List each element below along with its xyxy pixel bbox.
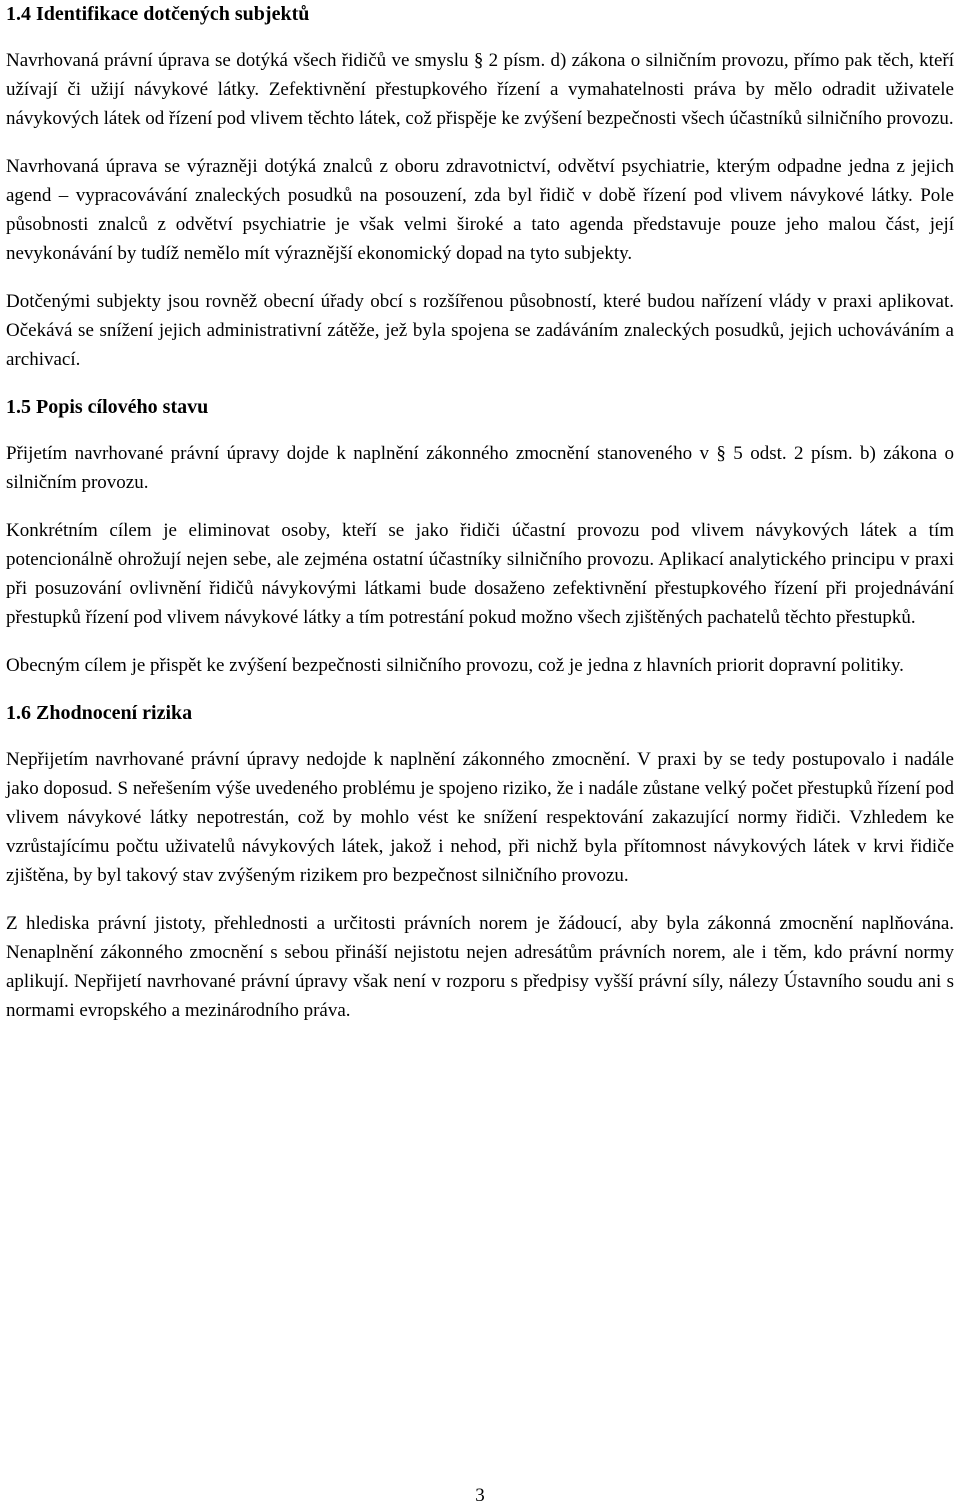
paragraph: Přijetím navrhované právní úpravy dojde k naplnění zákonného zmocnění stanoveného v § 5 odst. 2 písm. b) zákona o silničním provozu. — [6, 443, 954, 493]
page-number: 3 — [475, 1485, 485, 1506]
section-heading-zhodnoceni-rizika: 1.6 Zhodnocení rizika — [6, 702, 193, 724]
paragraph: Konkrétním cílem je eliminovat osoby, kteří se jako řidiči účastní provozu pod vlivem návykových látek a tím potencionálně ohrožují nejen sebe, ale zejména ostatní účastníky silničního provozu. Aplikací analytického principu v praxi při posuzování ovlivnění řidičů návykovými látkami bude dosaženo zefektivnění přestupkového řízení při projednávání přestupků řízení pod vlivem návykové látky a tím potrestání pokud možno všech zjištěných pachatelů těchto přestupků. — [6, 520, 954, 628]
paragraph: Navrhovaná právní úprava se dotýká všech řidičů ve smyslu § 2 písm. d) zákona o silničním provozu, přímo pak těch, kteří užívají či užijí návykové látky. Zefektivnění přestupkového řízení a vymahatelnosti práva by mělo odradit uživatele návykových látek od řízení pod vlivem těchto látek, což přispěje ke zvýšení bezpečnosti všech účastníků silničního provozu. — [6, 50, 954, 129]
paragraph: Navrhovaná úprava se výrazněji dotýká znalců z oboru zdravotnictví, odvětví psychiatrie, kterým odpadne jedna z jejich agend – vypracovávání znaleckých posudků na posouzení, zda byl řidič v době řízení pod vlivem návykové látky. Pole působnosti znalců z odvětví psychiatrie je však velmi široké a tato agenda představuje pouze jeho malou část, její nevykonávání by tudíž nemělo mít výraznější ekonomický dopad na tyto subjekty. — [6, 156, 954, 264]
paragraph: Z hlediska právní jistoty, přehlednosti a určitosti právních norem je žádoucí, aby byla zákonná zmocnění naplňována. Nenaplnění zákonného zmocnění s sebou přináší nejistotu nejen adresátům právních norem, ale i těm, kdo právní normy aplikují. Nepřijetí navrhované právní úpravy však není v rozporu s předpisy vyšší právní síly, nálezy Ústavního soudu ani s normami evropského a mezinárodního práva. — [6, 913, 954, 1021]
paragraph: Nepřijetím navrhované právní úpravy nedojde k naplnění zákonného zmocnění. V praxi by se tedy postupovalo i nadále jako doposud. S neřešením výše uvedeného problému je spojeno riziko, že i nadále zůstane velký počet přestupků řízení pod vlivem návykové látky nepotrestán, což by mohlo vést ke snížení respektování zakazující normy řidiči. Vzhledem ke vzrůstajícímu počtu uživatelů návykových látek, jakož i nehod, při nichž byla přítomnost návykových látek v krvi řidiče zjištěna, by byl takový stav zvýšeným rizikem pro bezpečnost silničního provozu. — [6, 749, 954, 886]
paragraph: Obecným cílem je přispět ke zvýšení bezpečnosti silničního provozu, což je jedna z hlavních priorit dopravní politiky. — [6, 655, 904, 676]
paragraph: Dotčenými subjekty jsou rovněž obecní úřady obcí s rozšířenou působností, které budou nařízení vlády v praxi aplikovat. Očekává se snížení jejich administrativní zátěže, jež byla spojena se zadáváním znaleckých posudků, jejich uchováváním a archivací. — [6, 291, 954, 370]
section-heading-popis-ciloveho-stavu: 1.5 Popis cílového stavu — [6, 396, 209, 418]
section-heading-identifikace: 1.4 Identifikace dotčených subjektů — [6, 3, 310, 25]
